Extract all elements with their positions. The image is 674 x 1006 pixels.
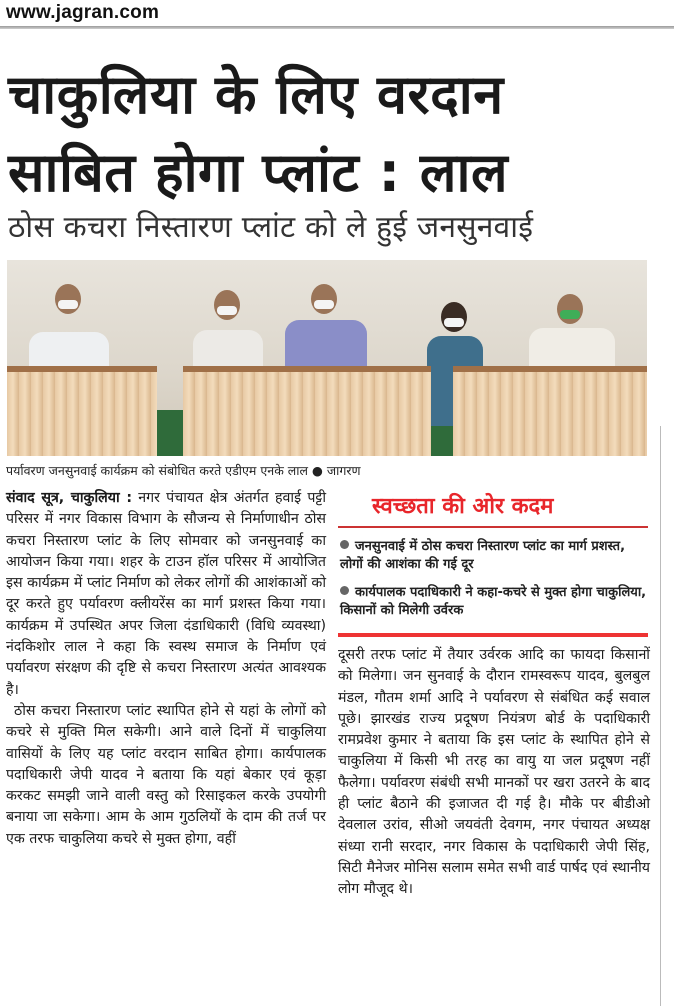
sidebar-box-rule-top (338, 526, 648, 528)
sidebar-box-title: स्वच्छता की ओर कदम (372, 494, 554, 519)
photo-person-head (311, 284, 337, 314)
sidebar-box-rule-bottom (338, 633, 648, 637)
site-url: www.jagran.com (6, 2, 160, 23)
article-paragraph-2: ठोस कचरा निस्तारण प्लांट स्थापित होने से यहां के लोगों को कचरे से मुक्ति मिल सकेगी। आने वाले दिनों में चाकुलिया वासियों के लिए यह प्लांट वरदान साबित होगा। कार्यपालक पदाधिकारी जेपी यादव ने बताया कि यहां बेकार एवं कूड़ा करकट समझी जाने वाली वस्तु को रिसाइकल करके उपयोगी बनाया जा सकेगा। आम के आम गुठलियों के दाम की तर्ज पर एक तरफ चाकुलिया कचरे से मुक्त होगा, वहीं (6, 702, 326, 847)
article-paragraph-1: नगर पंचायत क्षेत्र अंतर्गत हवाई पट्टी परिसर में नगर विकास विभाग के सौजन्य से निर्माणाधीन ठोस कचरा निस्तारण प्लांट के लिए सोमवार को जनसुनवाई का आयोजन किया गया। शहर के टाउन हॉल परिसर में आयोजित इस कार्यक्रम में प्लांट निर्माण को लेकर लोगों की आशंकाओं को दूर करते हुए पर्यावरण क्लीयरेंस का मार्ग प्रशस्त किया गया। कार्यक्रम में उपस्थित अपर जिला दंडाधिकारी (विधि व्यवस्था) नंदकिशोर लाल ने कहा कि स्वस्थ समाज के निर्माण एवं पर्यावरण संरक्षण की दृष्टि से कचरा निस्तारण अत्यंत आवश्यक है। (6, 490, 326, 698)
photo-mask (217, 306, 237, 315)
subheadline: ठोस कचरा निस्तारण प्लांट को ले हुई जनसुनवाई (8, 210, 534, 245)
article-paragraph-3: दूसरी तरफ प्लांट में तैयार उर्वरक आदि का फायदा किसानों को मिलेगा। जन सुनवाई के दौरान रामस्वरूप यादव, बुलबुल मंडल, गौतम शर्मा आदि ने पर्यावरण से संबंधित कई सवाल पूछे। झारखंड राज्य प्रदूषण नियंत्रण बोर्ड के पदाधिकारी रामप्रवेश कुमार ने बताया कि इस प्लांट के स्थापित होने से चाकुलिया में किसी भी तरह का वायु या जल प्रदूषण नहीं फैलेगा। पर्यावरण संबंधी सभी मानकों पर खरा उतरने के बाद ही प्लांट बैठाने की इजाजत दी गई है। मौके पर बीडीओ देवलाल उरांव, सीओ जयवंती देवगम, नगर पंचायत अध्यक्ष संध्या रानी सरदार, नगर विकास के पदाधिकारी जेपी सिंह, सिटी मैनेजर मोनिस सलाम समेत सभी वार्ड पार्षद एवं स्थानीय लोग मौजूद थे। (338, 647, 650, 898)
headline (8, 56, 668, 212)
headline-line-2: साबित होगा प्लांट : लाल (8, 141, 509, 204)
bullet-icon (340, 540, 349, 549)
article-paragraph (6, 488, 326, 701)
photo-mask (560, 310, 580, 319)
sidebar-box-item (340, 538, 648, 574)
photo-mask (58, 300, 78, 309)
photo-table (7, 366, 157, 456)
sidebar-box-item-text: कार्यपालक पदाधिकारी ने कहा-कचरे से मुक्त होगा चाकुलिया, किसानों को मिलेगी उर्वरक (340, 585, 647, 618)
photo-mask (314, 300, 334, 309)
article-column-right (338, 645, 650, 901)
headline-line-1: चाकुलिया के लिए वरदान (8, 63, 504, 126)
sidebar-box-item-text: जनसुनवाई में ठोस कचरा निस्तारण प्लांट का मार्ग प्रशस्त, लोगों की आशंका की गई दूर (340, 539, 626, 572)
bullet-icon (340, 586, 349, 595)
edge-line (660, 426, 661, 1006)
news-photo (7, 260, 647, 456)
photo-person-head (441, 302, 467, 332)
photo-mask (444, 318, 464, 327)
sidebar-box-item (340, 584, 648, 620)
photo-caption: पर्यावरण जनसुनवाई कार्यक्रम को संबोधित करते एडीएम एनके लाल ● जागरण (6, 463, 361, 478)
photo-table (453, 366, 647, 456)
article-column-left (6, 488, 326, 850)
top-rule (0, 26, 674, 29)
photo-person-head (214, 290, 240, 320)
article-byline: संवाद सूत्र, चाकुलिया : (6, 490, 132, 506)
photo-person-head (557, 294, 583, 324)
photo-person-head (55, 284, 81, 314)
photo-table (183, 366, 431, 456)
